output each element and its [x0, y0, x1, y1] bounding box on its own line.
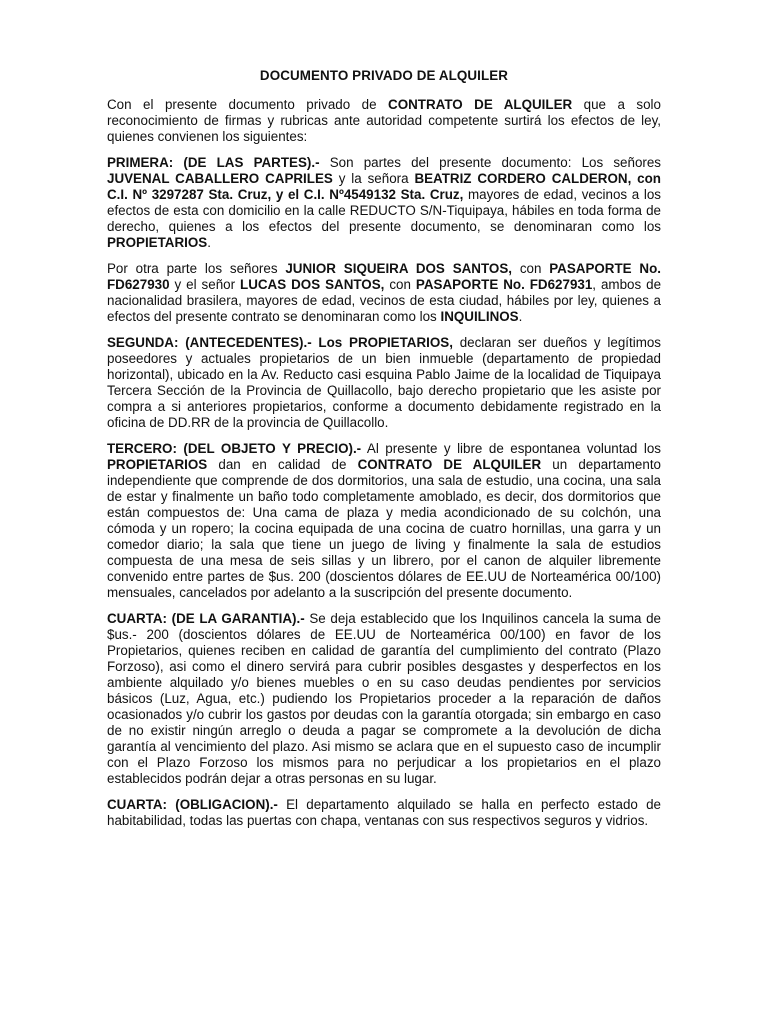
text-run: .	[207, 235, 211, 250]
text-run: El departamento alquilado se halla en perfecto estado de habitabilidad, todas las puertas con chapa, ventanas con sus respectivos seguros y vidrios.	[107, 797, 661, 828]
text-run: que a solo reconocimiento de firmas y rubricas ante autoridad competente surtirá los efectos de ley, quienes convienen los siguientes:	[107, 97, 661, 144]
bold-text-run: JUVENAL CABALLERO CAPRILES	[107, 171, 333, 186]
text-run: un departamento independiente que comprende de dos dormitorios, una sala de estudio, una cocina, una sala de estar y finalmente un baño todo completamente amoblado, es decir, dos dormitorios que están compuestos de: Una cama de plaza y media acondicionado de su colchón, una cómoda y un ropero; la cocina equipada de una cocina de cuatro hornillas, una garra y un comedor diario; la sala que tiene un juego de living y finalmente la sala de estudios compuesta de una mesa de seis sillas y un librero, por el canon de alquiler libremente convenido entre partes de $us. 200 (doscientos dólares de EE.UU de Norteamérica 00/100) mensuales, cancelados por adelanto a la suscripción del presente documento.	[107, 457, 661, 600]
clause-segunda	[107, 335, 661, 431]
clause-inquilinos	[107, 261, 661, 325]
text-run: Por otra parte los señores	[107, 261, 286, 276]
clause-tercero	[107, 441, 661, 601]
bold-text-run: TERCERO: (DEL OBJETO Y PRECIO).-	[107, 441, 362, 456]
bold-text-run: PASAPORTE No. FD627930	[107, 261, 661, 292]
text-run: Se deja establecido que los Inquilinos cancela la suma de $us.- 200 (doscientos dólares de EE.UU de Norteamérica 00/100) en favor de los Propietarios, quienes reciben en calidad de garantía del cumplimiento del contrato (Plazo Forzoso), asi como el dinero servirá para cubrir posibles desgastes y desperfectos en los ambiente alquilado y/o bienes muebles o en su caso deudas pendientes por servicios básicos (Luz, Agua, etc.) pudiendo los Propietarios proceder a la reparación de daños ocasionados y/o cubrir los gastos por deudas con la garantía otorgada; sin embargo en caso de no existir ningún arreglo o deuda a pagar se compromete a la devolución de dicha garantía al vencimiento del plazo. Asi mismo se aclara que en el supuesto caso de incumplir con el Plazo Forzoso los mismos para no perjudicar a los propietarios en el plazo establecidos podrán dejar a otras personas en su lugar.	[107, 611, 661, 786]
bold-text-run: LUCAS DOS SANTOS,	[240, 277, 385, 292]
bold-text-run: INQUILINOS	[440, 309, 519, 324]
text-run: mayores de edad, vecinos a los efectos de esta con domicilio en la calle REDUCTO S/N-Tiquipaya, hábiles en toda forma de derecho, quienes a los efectos del presente documento, se denominaran como los	[107, 187, 661, 234]
text-run: y la señora	[332, 171, 415, 186]
text-run: , ambos de nacionalidad brasilera, mayores de edad, vecinos de esta ciudad, hábiles por ley, quienes a efectos del presente contrato se denominaran como los	[107, 277, 662, 324]
text-run: .	[518, 309, 523, 324]
intro-paragraph	[107, 97, 661, 145]
document-page	[107, 68, 661, 839]
bold-text-run: JUNIOR SIQUEIRA DOS SANTOS,	[285, 261, 512, 276]
clause-primera	[107, 155, 661, 251]
bold-text-run: CUARTA: (DE LA GARANTIA).-	[107, 611, 305, 626]
text-run: dan en calidad de	[207, 457, 358, 472]
text-run: con	[384, 277, 416, 292]
text-run: y el señor	[169, 277, 241, 292]
text-run: Con el presente documento privado de	[107, 97, 389, 112]
document-title: DOCUMENTO PRIVADO DE ALQUILER	[259, 68, 509, 83]
clause-cuarta-obligacion	[107, 797, 661, 829]
bold-text-run: SEGUNDA: (ANTECEDENTES).- Los PROPIETARIOS,	[107, 335, 453, 350]
bold-text-run: PASAPORTE No. FD627931	[415, 277, 593, 292]
bold-text-run: PROPIETARIOS	[107, 235, 208, 250]
text-run: Son partes del presente documento: Los señores	[319, 155, 661, 170]
bold-text-run: BEATRIZ CORDERO CALDERON, con C.I. Nº 3297287 Sta. Cruz, y el C.I. Nº4549132 Sta. Cruz,	[107, 171, 661, 202]
clause-cuarta-garantia	[107, 611, 661, 787]
bold-text-run: PRIMERA: (DE LAS PARTES).-	[107, 155, 320, 170]
text-run: Al presente y libre de espontanea voluntad los	[361, 441, 661, 456]
bold-text-run: CONTRATO DE ALQUILER	[388, 97, 573, 112]
text-run: declaran ser dueños y legítimos poseedores y actuales propietarios de un bien inmueble (departamento de propiedad horizontal), ubicado en la Av. Reducto casi esquina Pablo Jaime de la localidad de Tiquipaya Tercera Sección de la Provincia de Quillacollo, bajo derecho propietario que les asiste por compra a si anteriores propietarios, conforme a documento debidamente registrado en la oficina de DD.RR de la provincia de Quillacollo.	[107, 335, 661, 430]
bold-text-run: CONTRATO DE ALQUILER	[357, 457, 542, 472]
bold-text-run: CUARTA: (OBLIGACION).-	[107, 797, 278, 812]
text-run: con	[511, 261, 550, 276]
clauses-container	[107, 155, 661, 829]
bold-text-run: PROPIETARIOS	[107, 457, 208, 472]
